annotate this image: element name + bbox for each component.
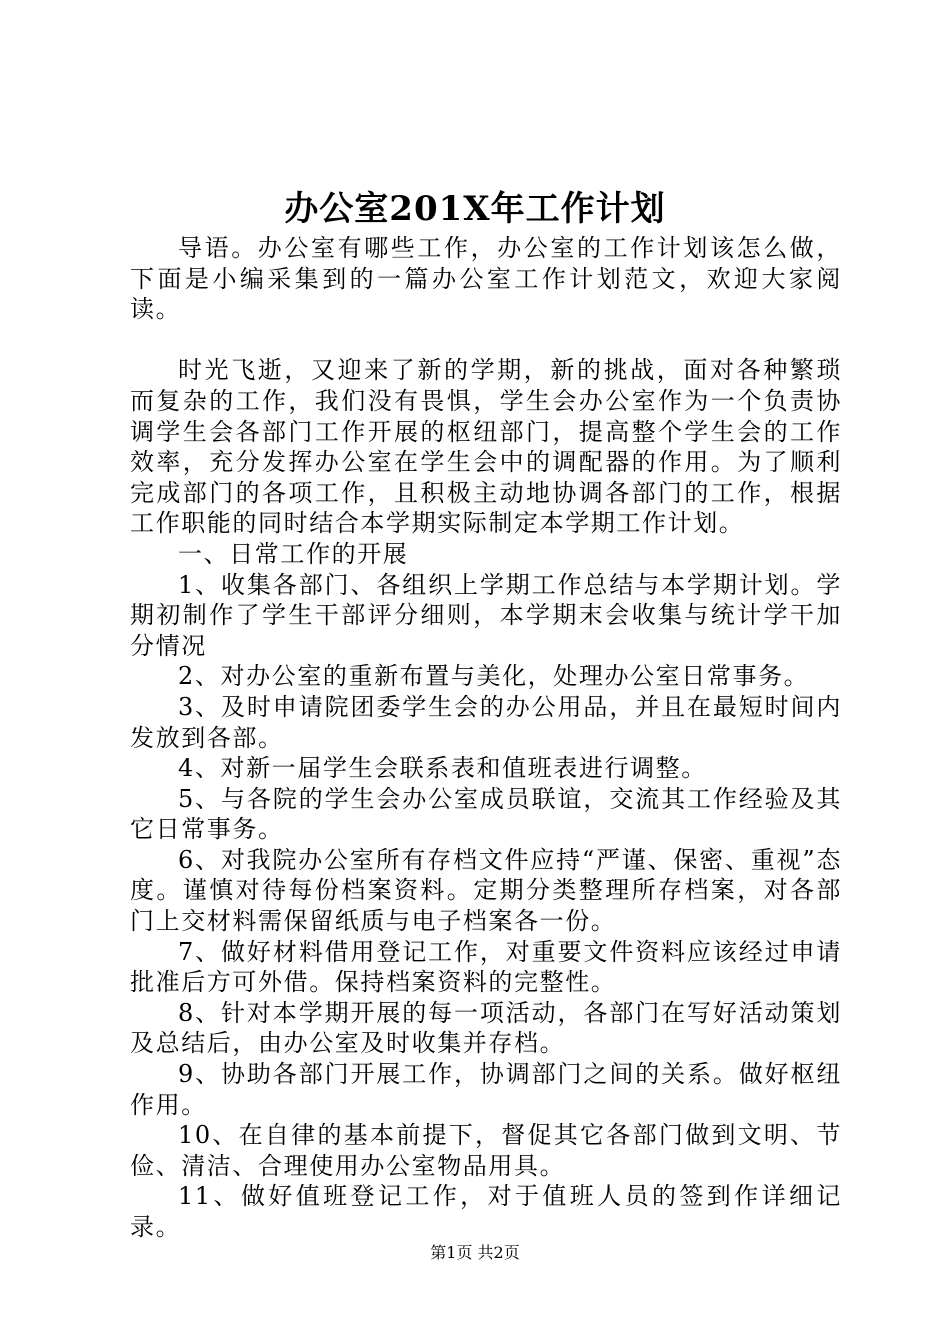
body-paragraph: 时光飞逝，又迎来了新的学期，新的挑战，面对各种繁琐而复杂的工作，我们没有畏惧，学生会办公室作为一个负责协调学生会各部门工作开展的枢纽部门，提高整个学生会的工作效率，充分发挥办公室在学生会中的调配器的作用。为了顺利完成部门的各项工作，且积极主动地协调各部门的工作，根据工作职能的同时结合本学期实际制定本学期工作计划。	[130, 356, 842, 538]
list-item: 4、对新一届学生会联系表和值班表进行调整。	[178, 754, 707, 783]
list-item: 5、与各院的学生会办公室成员联谊，交流其工作经验及其它日常事务。	[130, 784, 842, 844]
list-item: 3、及时申请院团委学生会的办公用品，并且在最短时间内发放到各部。	[130, 692, 842, 752]
list-item: 10、在自律的基本前提下，督促其它各部门做到文明、节俭、清洁、合理使用办公室物品用具。	[130, 1121, 842, 1180]
document-body	[130, 233, 842, 1243]
page-number-footer: 第1页 共2页	[430, 1243, 520, 1262]
list-item: 7、做好材料借用登记工作，对重要文件资料应该经过申请批准后方可外借。保持档案资料的完整性。	[130, 937, 842, 997]
list-item: 1、收集各部门、各组织上学期工作总结与本学期计划。学期初制作了学生干部评分细则，本学期末会收集与统计学干加分情况	[130, 570, 842, 660]
intro-paragraph: 导语。办公室有哪些工作，办公室的工作计划该怎么做，下面是小编采集到的一篇办公室工作计划范文，欢迎大家阅读。	[130, 234, 842, 324]
list-item: 11、做好值班登记工作，对于值班人员的签到作详细记录。	[130, 1182, 842, 1241]
list-item: 9、协助各部门开展工作，协调部门之间的关系。做好枢纽作用。	[130, 1060, 842, 1119]
list-item: 2、对办公室的重新布置与美化，处理办公室日常事务。	[178, 662, 810, 691]
document-title: 办公室201X年工作计划	[284, 189, 666, 229]
list-item: 6、对我院办公室所有存档文件应持“严谨、保密、重视”态度。谨慎对待每份档案资料。定期分类整理所存档案，对各部门上交材料需保留纸质与电子档案各一份。	[130, 845, 842, 936]
section-heading: 一、日常工作的开展	[178, 539, 409, 568]
list-item: 8、针对本学期开展的每一项活动，各部门在写好活动策划及总结后，由办公室及时收集并存档。	[130, 998, 842, 1058]
